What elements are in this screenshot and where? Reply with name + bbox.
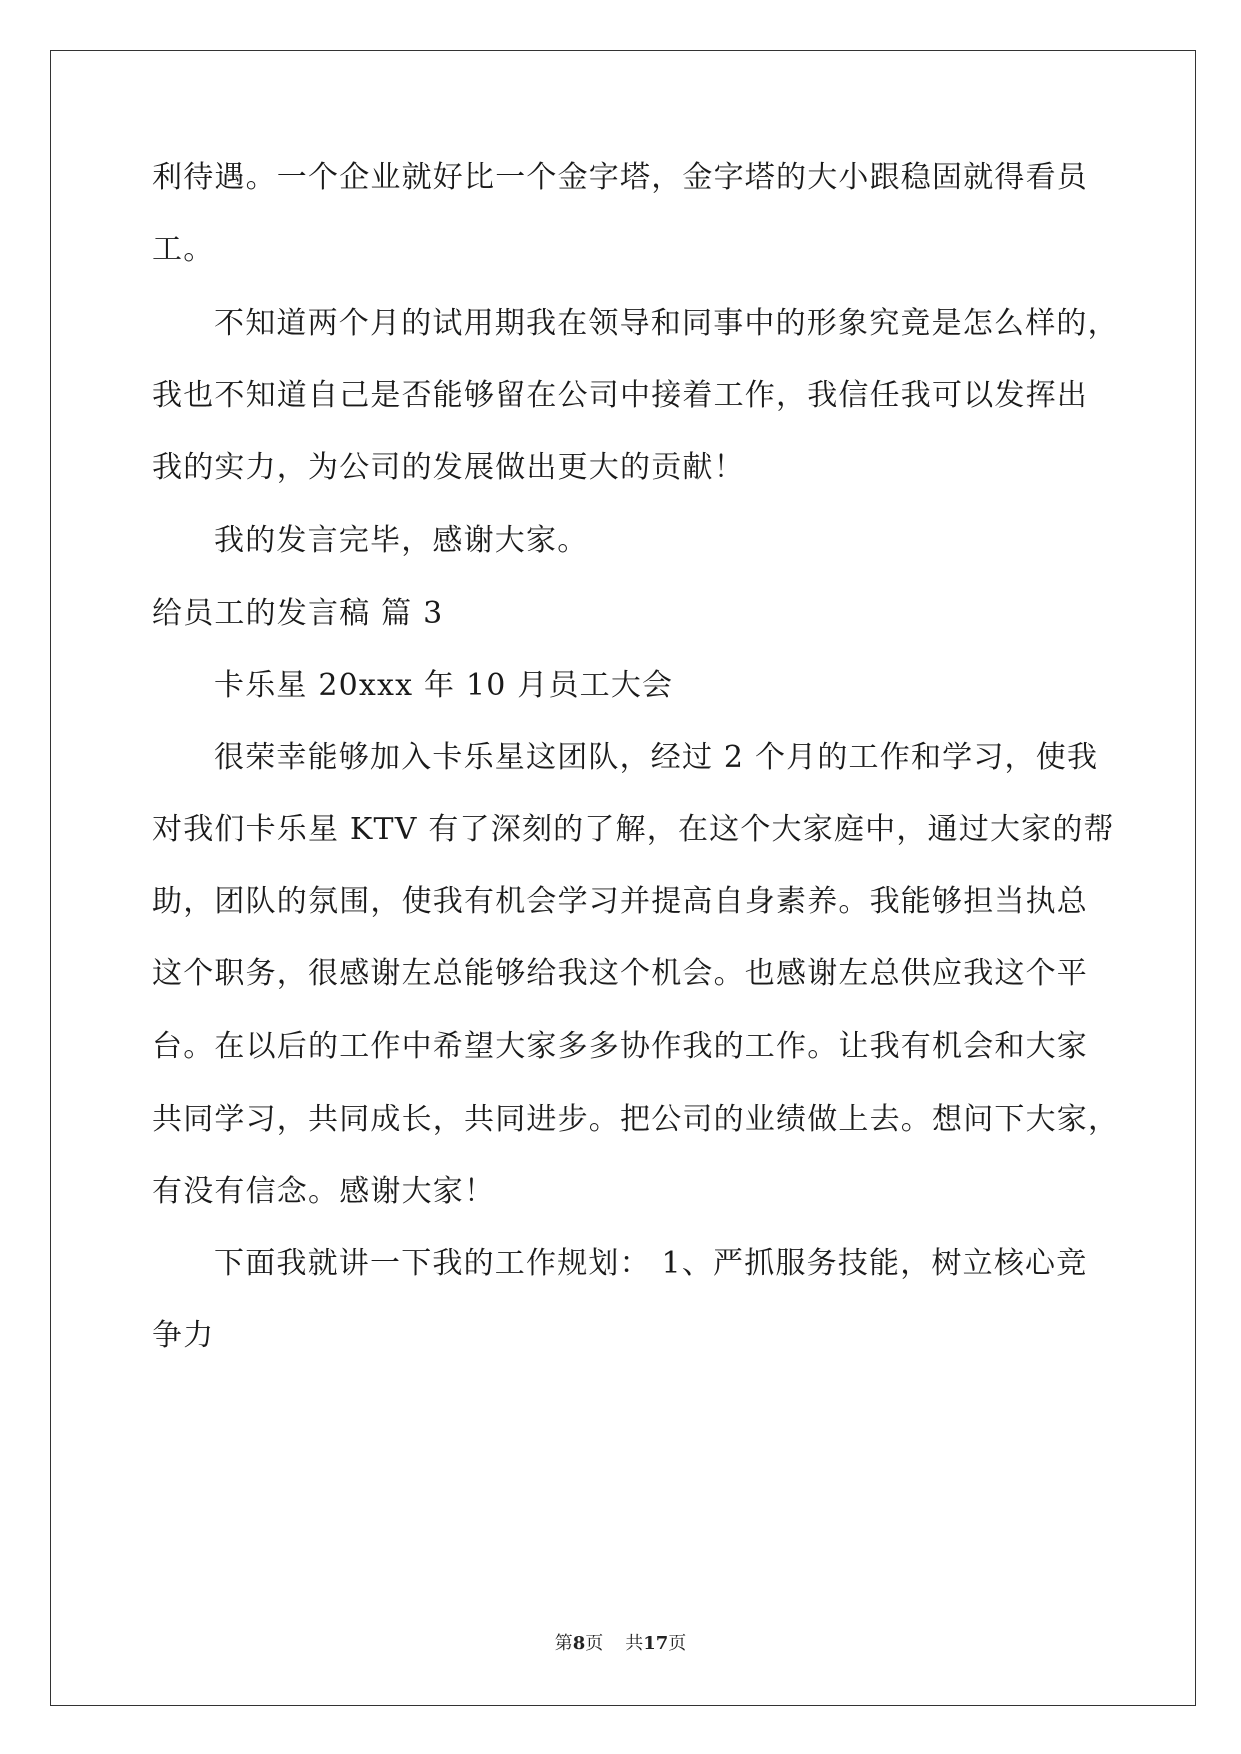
text-line: 这个职务，很感谢左总能够给我这个机会。也感谢左总供应我这个平 — [152, 956, 1088, 991]
text-line: 共同学习，共同成长，共同进步。把公司的业绩做上去。想问下大家， — [152, 1102, 1120, 1137]
text-line: 争力 — [152, 1318, 215, 1353]
page-total: 17 — [643, 1633, 669, 1654]
paragraph-start: 下面我就讲一下我的工作规划： 1、严抓服务技能，树立核心竞 — [214, 1246, 1088, 1281]
text-line: 工。 — [152, 232, 215, 267]
text-line: 有没有信念。感谢大家！ — [152, 1174, 496, 1209]
text-line: 助，团队的氛围，使我有机会学习并提高自身素养。我能够担当执总 — [152, 884, 1088, 919]
page-total-prefix: 共 — [625, 1633, 644, 1654]
page-footer — [0, 1632, 1241, 1656]
page-total-suffix: 页 — [668, 1633, 687, 1654]
paragraph-start: 很荣幸能够加入卡乐星这团队，经过 2 个月的工作和学习，使我 — [214, 740, 1099, 775]
paragraph-start: 我的发言完毕，感谢大家。 — [214, 523, 589, 558]
text-line: 我也不知道自己是否能够留在公司中接着工作，我信任我可以发挥出 — [152, 378, 1088, 413]
page-border — [50, 50, 1196, 1706]
paragraph-start: 不知道两个月的试用期我在领导和同事中的形象究竟是怎么样的， — [214, 306, 1119, 341]
section-heading: 给员工的发言稿 篇 3 — [152, 596, 444, 631]
paragraph-start: 卡乐星 20xxx 年 10 月员工大会 — [214, 668, 674, 703]
page-number: 8 — [572, 1633, 586, 1654]
text-line: 利待遇。一个企业就好比一个金字塔，金字塔的大小跟稳固就得看员 — [152, 160, 1088, 195]
page-number-suffix: 页 — [585, 1633, 604, 1654]
text-line: 我的实力，为公司的发展做出更大的贡献！ — [152, 450, 745, 485]
text-line: 台。在以后的工作中希望大家多多协作我的工作。让我有机会和大家 — [152, 1029, 1088, 1064]
page-number-prefix: 第 — [554, 1633, 573, 1654]
text-line: 对我们卡乐星 KTV 有了深刻的了解，在这个大家庭中，通过大家的帮 — [152, 812, 1115, 847]
